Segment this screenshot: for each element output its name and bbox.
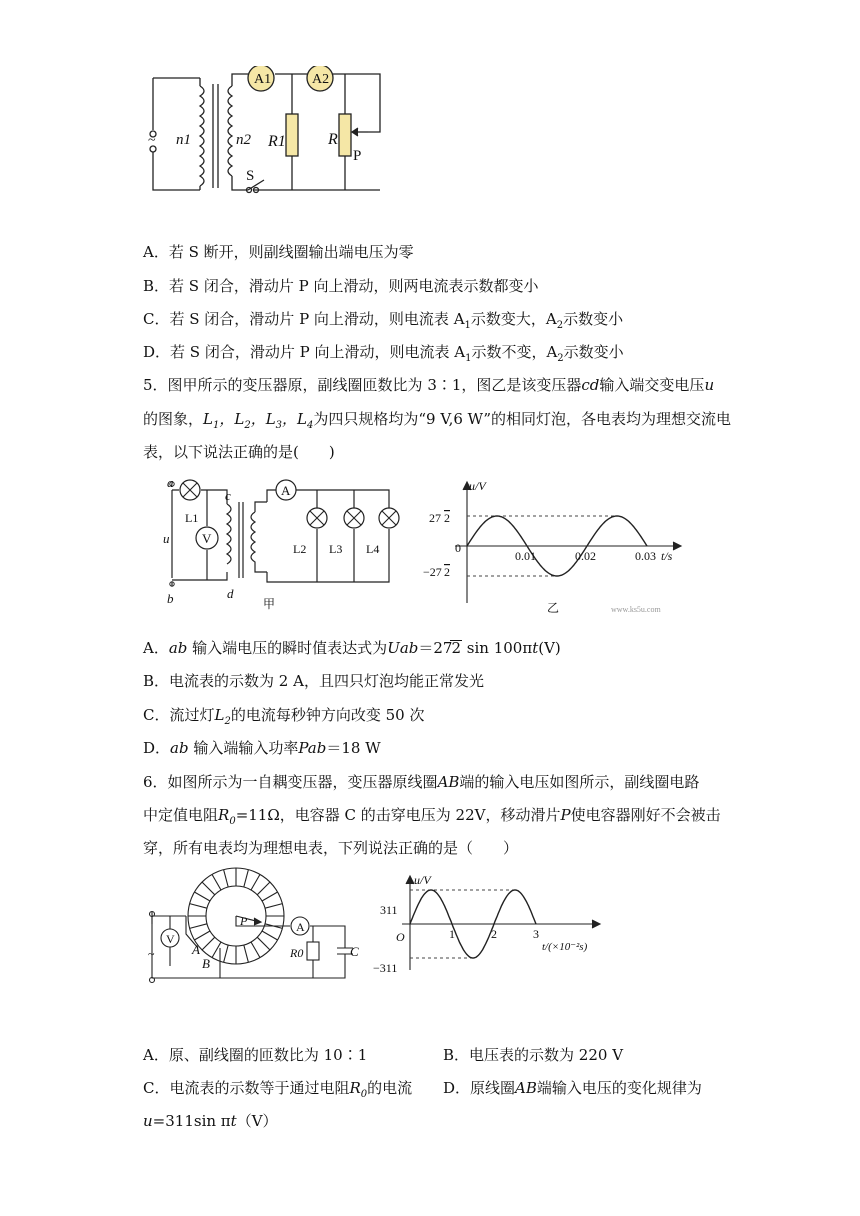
winding-turn	[251, 942, 260, 958]
q5-ymax-label: 27	[429, 511, 441, 525]
q5-label-b: b	[167, 591, 174, 606]
winding-turn	[190, 924, 207, 929]
q5-label-l3: L3	[329, 542, 343, 556]
q5-option-c: C．流过灯$L_2$的电流每秒钟方向改变 50 次	[143, 706, 425, 727]
svg-text:2: 2	[444, 511, 450, 525]
q4-label-a1: A1	[254, 72, 272, 87]
q6-stem-line2: 中定值电阻$R_0=11\Omega$，电容器 C 的击穿电压为 22V，移动滑片P使电容器刚好不会被击	[143, 806, 721, 827]
q6-stem-line1: 6．如图所示为一自耦变压器，变压器原线圈AB端的输入电压如图所示，副线圈电路	[143, 773, 700, 791]
winding-turn	[244, 945, 249, 962]
winding-turn	[202, 882, 215, 895]
q6-ac-source: ~	[148, 947, 155, 961]
q5-option-a: A．ab 输入端电压的瞬时值表达式为Uab＝272 sin 100πt(V)	[143, 639, 561, 657]
q6-voltage-graph	[370, 874, 610, 974]
q5-sqrt-2: 2	[451, 639, 462, 657]
q4-label-n1: n1	[176, 132, 191, 148]
q4-label-r1: R1	[268, 133, 286, 150]
q6-option-a: A．原、副线圈的匝数比为 10∶1	[143, 1046, 368, 1064]
q5-label-l4: L4	[366, 542, 380, 556]
winding-turn	[224, 945, 229, 962]
winding-turn	[194, 892, 210, 901]
x-tick-label: 1	[449, 927, 455, 941]
winding-turn	[262, 931, 278, 940]
q6-option-d: D．原线圈AB端输入电压的变化规律为	[443, 1079, 702, 1097]
q6-stem-line3: 穿，所有电表均为理想电表，下列说法正确的是（ ）	[143, 839, 519, 857]
x-tick-label: 2	[491, 927, 497, 941]
winding-turn	[244, 870, 249, 887]
q5-label-a: a	[167, 478, 174, 490]
x-tick-label: 3	[533, 927, 539, 941]
winding-turn	[202, 937, 215, 950]
q4-label-n2: n2	[236, 132, 251, 148]
q5-xlabel: t/s	[661, 549, 673, 563]
q5-stem-line3: 表，以下说法正确的是( )	[143, 443, 335, 461]
q6-ymax-label: 311	[380, 903, 398, 917]
q5-voltage-graph	[415, 478, 705, 618]
q6-autotransformer-figure	[140, 850, 365, 990]
winding-turn	[265, 904, 282, 909]
q4-ac-source: ~	[148, 133, 156, 148]
q6-label-terminal-b: B	[202, 956, 210, 971]
winding-turn	[262, 892, 278, 901]
winding-turn	[257, 937, 270, 950]
q4-label-s: S	[246, 168, 255, 184]
svg-text:2: 2	[444, 565, 450, 579]
winding-turn	[190, 904, 207, 909]
q5-caption-jia: 甲	[263, 597, 276, 611]
q6-xlabel: t/(×10⁻²s)	[542, 941, 588, 953]
q5-circuit-figure	[155, 478, 405, 613]
q5-caption-yi: 乙	[547, 601, 560, 615]
winding-turn	[251, 874, 260, 890]
q6-ylabel: u/V	[414, 874, 431, 887]
q5-label-v: V	[202, 531, 212, 546]
q5-label-ammeter: A	[281, 483, 291, 498]
winding-turn	[257, 882, 270, 895]
q5-label-u: u	[163, 531, 170, 546]
q5-label-d: d	[227, 586, 234, 601]
q5-option-d: D．ab 输入端输入功率Pab＝18 W	[143, 739, 381, 757]
q6-ymin-label: −311	[373, 961, 398, 974]
q5-label-l1: L1	[185, 511, 199, 525]
q6-label-v: V	[166, 932, 175, 946]
winding-turn	[224, 870, 229, 887]
q6-label-a-meter: A	[296, 920, 305, 934]
q5-ymin-label: −27	[423, 565, 442, 579]
q5-label-c: c	[225, 488, 231, 503]
q4-label-a2: A2	[312, 72, 330, 87]
q4-circuit-figure	[140, 66, 400, 196]
winding-turn	[194, 931, 210, 940]
q6-option-d-cont: u=311sin πt（V）	[143, 1112, 278, 1130]
q4-option-b: B．若 S 闭合，滑动片 P 向上滑动，则两电流表示数都变小	[143, 277, 539, 295]
x-tick-label: 0.03	[635, 549, 656, 563]
q6-option-b: B．电压表的示数为 220 V	[443, 1046, 624, 1064]
q5-stem-line2: 的图象，$L_1$，$L_2$，$L_3$，$L_4$为四只规格均为“9 V,6 W”的相同灯泡，各电表均为理想交流电	[143, 410, 732, 431]
q6-label-c: C	[350, 944, 359, 959]
x-tick-label: 0.02	[575, 549, 596, 563]
x-tick-label: 0.01	[515, 549, 536, 563]
q4-label-p: P	[353, 148, 362, 164]
winding-turn	[212, 874, 221, 890]
q6-origin-label: O	[396, 930, 405, 944]
q6-option-c: C．电流表的示数等于通过电阻$R_0$的电流	[143, 1079, 413, 1100]
q6-label-p: P	[240, 914, 248, 928]
q4-option-a: A．若 S 断开，则副线圈输出端电压为零	[143, 243, 414, 261]
q5-label-l2: L2	[293, 542, 307, 556]
q6-label-terminal-a: A	[192, 942, 200, 957]
q4-option-d: D．若 S 闭合，滑动片 P 向上滑动，则电流表 $A_1$示数不变，$A_2$示数变小	[143, 343, 624, 364]
q6-label-r0: R0	[290, 946, 304, 960]
q5-origin-label: 0	[455, 541, 461, 555]
q5-ylabel: u/V	[469, 479, 486, 493]
q5-watermark: www.ks5u.com	[611, 605, 661, 614]
q5-stem-line1: 5．图甲所示的变压器原，副线圈匝数比为 3∶1，图乙是该变压器cd输入端交变电压u	[143, 376, 715, 394]
q5-option-b: B．电流表的示数为 2 A，且四只灯泡均能正常发光	[143, 672, 484, 690]
q4-option-c: C．若 S 闭合，滑动片 P 向上滑动，则电流表 $A_1$示数变大，$A_2$示数变小	[143, 310, 624, 331]
q4-label-r: R	[328, 131, 338, 148]
